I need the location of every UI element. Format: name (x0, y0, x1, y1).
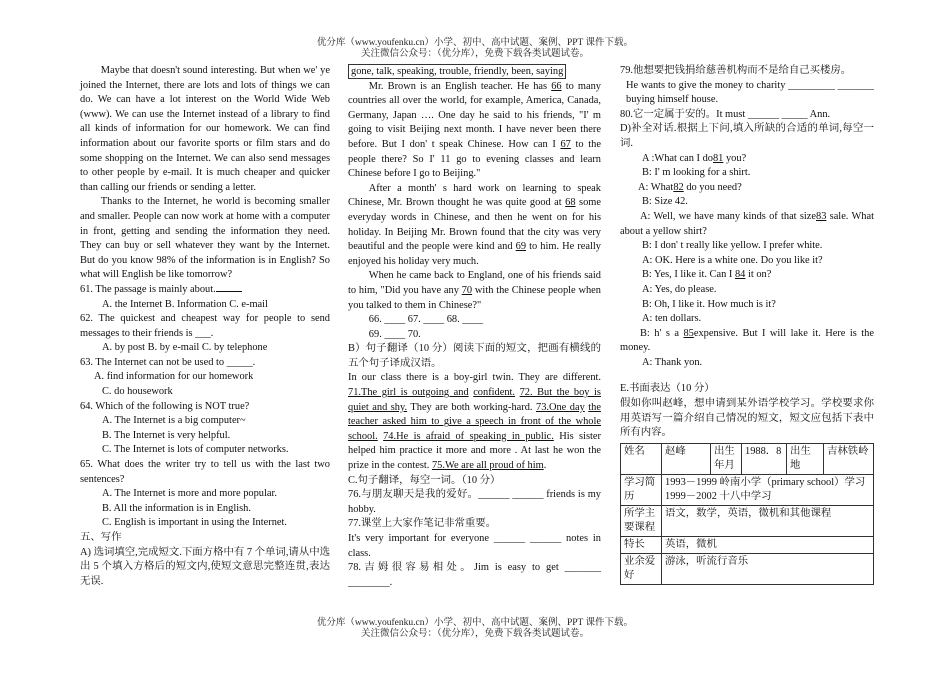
question-63: 63. The Internet can not be used to _____. (80, 356, 256, 368)
page-footer (0, 618, 950, 640)
reading-paragraph-2: Thanks to the Internet, he world is becoming smaller and smaller. People can now work at home with a computer in front, getting and sending the information they need. They can buy or sell whatever they want by the Internet. But do you know 98% of the information is in English? So what will English be like tomorrow? (80, 196, 330, 281)
cloze-text: After a month' s hard work on learning to speak Chinese, Mr. Brown thought he was quite good at (348, 182, 601, 209)
footer-line-2: 关注微信公众号：（优分库），免费下载各类试题试卷。 (360, 629, 589, 639)
column-3 (620, 64, 874, 585)
birthplace-value: 吉林铁岭 (824, 443, 874, 474)
blank-68: 68 (565, 197, 576, 209)
birth-value: 1988．8 (742, 443, 787, 474)
dialog-line (620, 152, 874, 167)
courses-value: 语文，数学，英语，微机和其他课程 (662, 505, 874, 536)
blank-70: 70 (461, 284, 473, 296)
section-a-instructions: A) 选词填空,完成短文.下面方格中有 7 个单词,请从中选出 5 个填入方格后的短文内,使短文意思完整连贯,表达无误. (80, 546, 330, 587)
cloze-text: with the Chinese people when you talked to them in Chinese?" (348, 284, 601, 311)
header-line-1: 优分库（www.youfenku.cn）小学、初中、高中试题、案例、PPT 课件下载。 (316, 38, 634, 48)
sentence-73-cont: the teacher asked him to give a speech in front of the whole school. (348, 401, 601, 442)
dialog-line: B: I don' t really like yellow. I prefer white. (642, 240, 823, 252)
dialog-text: sale. What about a yellow shirt? (620, 210, 874, 237)
blank-69: 69 (515, 241, 527, 253)
section-d-title: D)补全对话.根据上下问,填入所缺的合适的单词,每空一词. (620, 123, 874, 149)
dialog-line: A: OK. Here is a white one. Do you like it? (642, 254, 823, 266)
skills-value: 英语，微机 (662, 536, 874, 553)
question-65: 65. What does the writer try to tell us with the last two sentences? (80, 459, 330, 485)
question-63-option-c: C. do housework (102, 386, 173, 398)
info-table (620, 443, 874, 585)
dialog-line: B: Oh, I like it. How much is it? (642, 298, 776, 310)
study-line-2: 1999－2002 十八中学习 (665, 490, 772, 502)
question-77: 77.课堂上大家作笔记非常重要。 (348, 518, 497, 530)
blank-84: 84 (734, 269, 746, 281)
blank-66: 66 (551, 80, 562, 92)
question-79: 79.他想要把钱捐给慈善机构而不是给自己买楼房。 (620, 65, 852, 76)
question-79-english: He wants to give the money to charity _________ _______ buying himself house. (626, 79, 874, 106)
section-e-title: E.书面表达（10 分） (620, 383, 715, 395)
dialog-line: B: I' m looking for a shirt. (642, 167, 751, 179)
cloze-answers-row-2: 69. ____ 70. (368, 328, 421, 340)
name-label: 姓名 (621, 443, 662, 474)
passage-text: His sister helped him practice it more and more . At last he won the prize in the contest. (348, 430, 601, 472)
courses-label: 所学主要课程 (621, 505, 662, 536)
dialog-text: you? (725, 152, 747, 164)
dialog-line (620, 210, 874, 239)
dialog-text: expensive. But I will lake it. Here is the money. (620, 327, 874, 354)
hobbies-label: 业余爱好 (621, 553, 662, 584)
question-61 (80, 283, 330, 298)
question-64-option-a: A. The Internet is a big computer~ (102, 415, 246, 427)
question-78: 78.吉姆很容易相处。Jim is easy to get _______ ________. (348, 562, 601, 588)
question-64: 64. Which of the following is NOT true? (80, 400, 250, 412)
dialog-line: A: ten dollars. (642, 313, 702, 325)
blank-67: 67 (560, 138, 571, 150)
reading-paragraph-1: Maybe that doesn't sound interesting. But when we' ye joined the Internet, there are lots and lots of things we can do. We can have a lot interest on the World Wide Web (www). We can use the Internet instead of a library to find all kinds of information for our homework. We can find information about our favorite sports or film stars and do some shopping on the Internet. We can also send messages to other people by e-mail. It is much cheaper and quicker than calling our friends or sending a letter. (80, 65, 330, 193)
cloze-answers-row-1: 66. ____ 67. ____ 68. ____ (368, 314, 484, 326)
dialog-line (620, 268, 874, 283)
blank-85: 85 (683, 327, 694, 339)
name-value: 赵峰 (662, 443, 711, 474)
sentence-74: 74.He is afraid of speaking in public. (383, 430, 554, 442)
skills-label: 特长 (621, 536, 662, 553)
header-line-2: 关注微信公众号：（优分库），免费下载各类试题试卷。 (360, 49, 589, 59)
question-61-options: A. the Internet B. Information C. e-mail (102, 298, 268, 310)
blank-83: 83 (816, 210, 827, 222)
footer-line-1: 优分库（www.youfenku.cn）小学、初中、高中试题、案例、PPT 课件下载。 (316, 618, 634, 628)
dialog-line (620, 181, 874, 196)
birth-label: 出生年月 (711, 443, 742, 474)
question-61-text: 61. The passage is mainly about. (80, 283, 216, 295)
cloze-text: to him. He really enjoyed his holiday very much. (348, 241, 601, 267)
cloze-text: to the people there? So I' 11 go to evening classes and learn Chinese before I go to Beijing." (348, 138, 601, 180)
passage-text: They are both working-hard. (410, 401, 533, 413)
section-b-title: B）句子翻译（10 分）阅读下面的短文，把画有横线的五个句子译成汉语。 (348, 343, 601, 369)
section-c-title: C.句子翻译，每空一词。（10 分） (348, 474, 501, 486)
question-63-option-a: A. find information for our homework (94, 371, 254, 383)
dialog-line: A: Thank yon. (642, 356, 703, 368)
study-label: 学习简历 (621, 474, 662, 505)
birthplace-label: 出生地 (787, 443, 824, 474)
dialog-text: B: Yes, I like it. Can I (642, 269, 733, 281)
question-65-option-a: A. The Internet is more and more popular. (102, 488, 277, 500)
sentence-71-end: confident. (473, 387, 516, 399)
dialog-line (620, 327, 874, 356)
question-76: 76.与朋友聊天是我的爱好。______ ______ friends is my hobby. (348, 489, 601, 515)
cloze-text: When he came back to England, one of his friends said to him, "Did you have any (348, 270, 601, 296)
dialog-line: B: Size 42. (642, 196, 688, 208)
dialog-line: A: Yes, do please. (642, 283, 717, 295)
dialog-text: A: What (638, 181, 674, 193)
translation-passage: In our class there is a boy-girl twin. They are different. 71.The girl is outgoing and confident. 72. But the boy is quiet and shy. They are both working-hard. 73.One day the teacher asked him to give a speech in front of the whole school. 74.He is afraid of speaking in public. His sister helped him practice it more and more . At last he won the prize in the contest. 75.We are all proud of him. (348, 372, 601, 472)
blank-82: 82 (673, 181, 684, 193)
sentence-75: 75.We are all proud of him (431, 460, 544, 472)
question-64-option-c: C. The Internet is lots of computer networks. (102, 444, 289, 456)
cloze-paragraph-2 (348, 182, 601, 270)
question-65-option-c: C. English is important in using the Internet. (102, 517, 287, 529)
dialog-text: it on? (747, 269, 772, 281)
section-e-instructions: 假如你叫赵峰，想申请到某外语学校学习。学校要求你用英语写一篇介绍自己情况的短文，短文应包括下表中所有内容。 (620, 398, 874, 439)
sentence-71: 71.The girl is outgoing and (348, 387, 469, 399)
page-header (0, 38, 950, 60)
blank-81: 81 (712, 152, 724, 164)
hobbies-value: 游泳，听流行音乐 (662, 553, 874, 584)
question-62: 62. The quickest and cheapest way for people to send messages to their friends is ___. (80, 313, 330, 339)
dialog-text: B: h' s a (640, 327, 679, 339)
sentence-72: 72. But the boy is quiet and shy. (348, 387, 601, 413)
section-5-title: 五、写作 (80, 532, 122, 543)
cloze-paragraph-3 (348, 269, 601, 313)
answer-blank (216, 291, 242, 292)
study-line-1: 1993－1999 岭南小学（primary school）学习 (665, 476, 866, 488)
question-62-options: A. by post B. by e-mail C. by telephone (102, 342, 268, 354)
cloze-text: to many countries all over the world, for example, America, Canada, Germany, Japan …. One day he said to his friends, "I' m going to visit Beijing next month. I have never been there before. But I don' t speak Chinese. How can I (348, 80, 601, 150)
question-65-option-b: B. All the information is in English. (102, 502, 251, 514)
study-value (662, 474, 874, 505)
sentence-73: 73.One day (536, 401, 585, 413)
cloze-text: some everyday words in Chinese, and then he went on for his holiday. In Beijing Mr. Brown found that the city was very beautiful and the people were kind and (348, 197, 601, 253)
word-box: gone, talk, speaking, trouble, friendly, been, saying (348, 64, 566, 79)
dialog-text: A: Well, we have many kinds of that size (640, 210, 816, 222)
column-2 (348, 64, 601, 590)
passage-text: In our class there is a boy-girl twin. They are different. (348, 372, 601, 384)
cloze-text: Mr. Brown is an English teacher. He has (368, 80, 548, 92)
dialog-text: do you need? (686, 181, 742, 193)
question-80: 80.它一定属于安的。It must ______ _____ Ann. (620, 108, 831, 120)
question-64-option-b: B. The Internet is very helpful. (102, 429, 231, 441)
cloze-paragraph-1 (348, 80, 601, 182)
dialog-text: A :What can I do (642, 152, 713, 164)
column-1 (80, 64, 330, 589)
question-77-english: It's very important for everyone ______ ______ notes in class. (348, 533, 601, 559)
